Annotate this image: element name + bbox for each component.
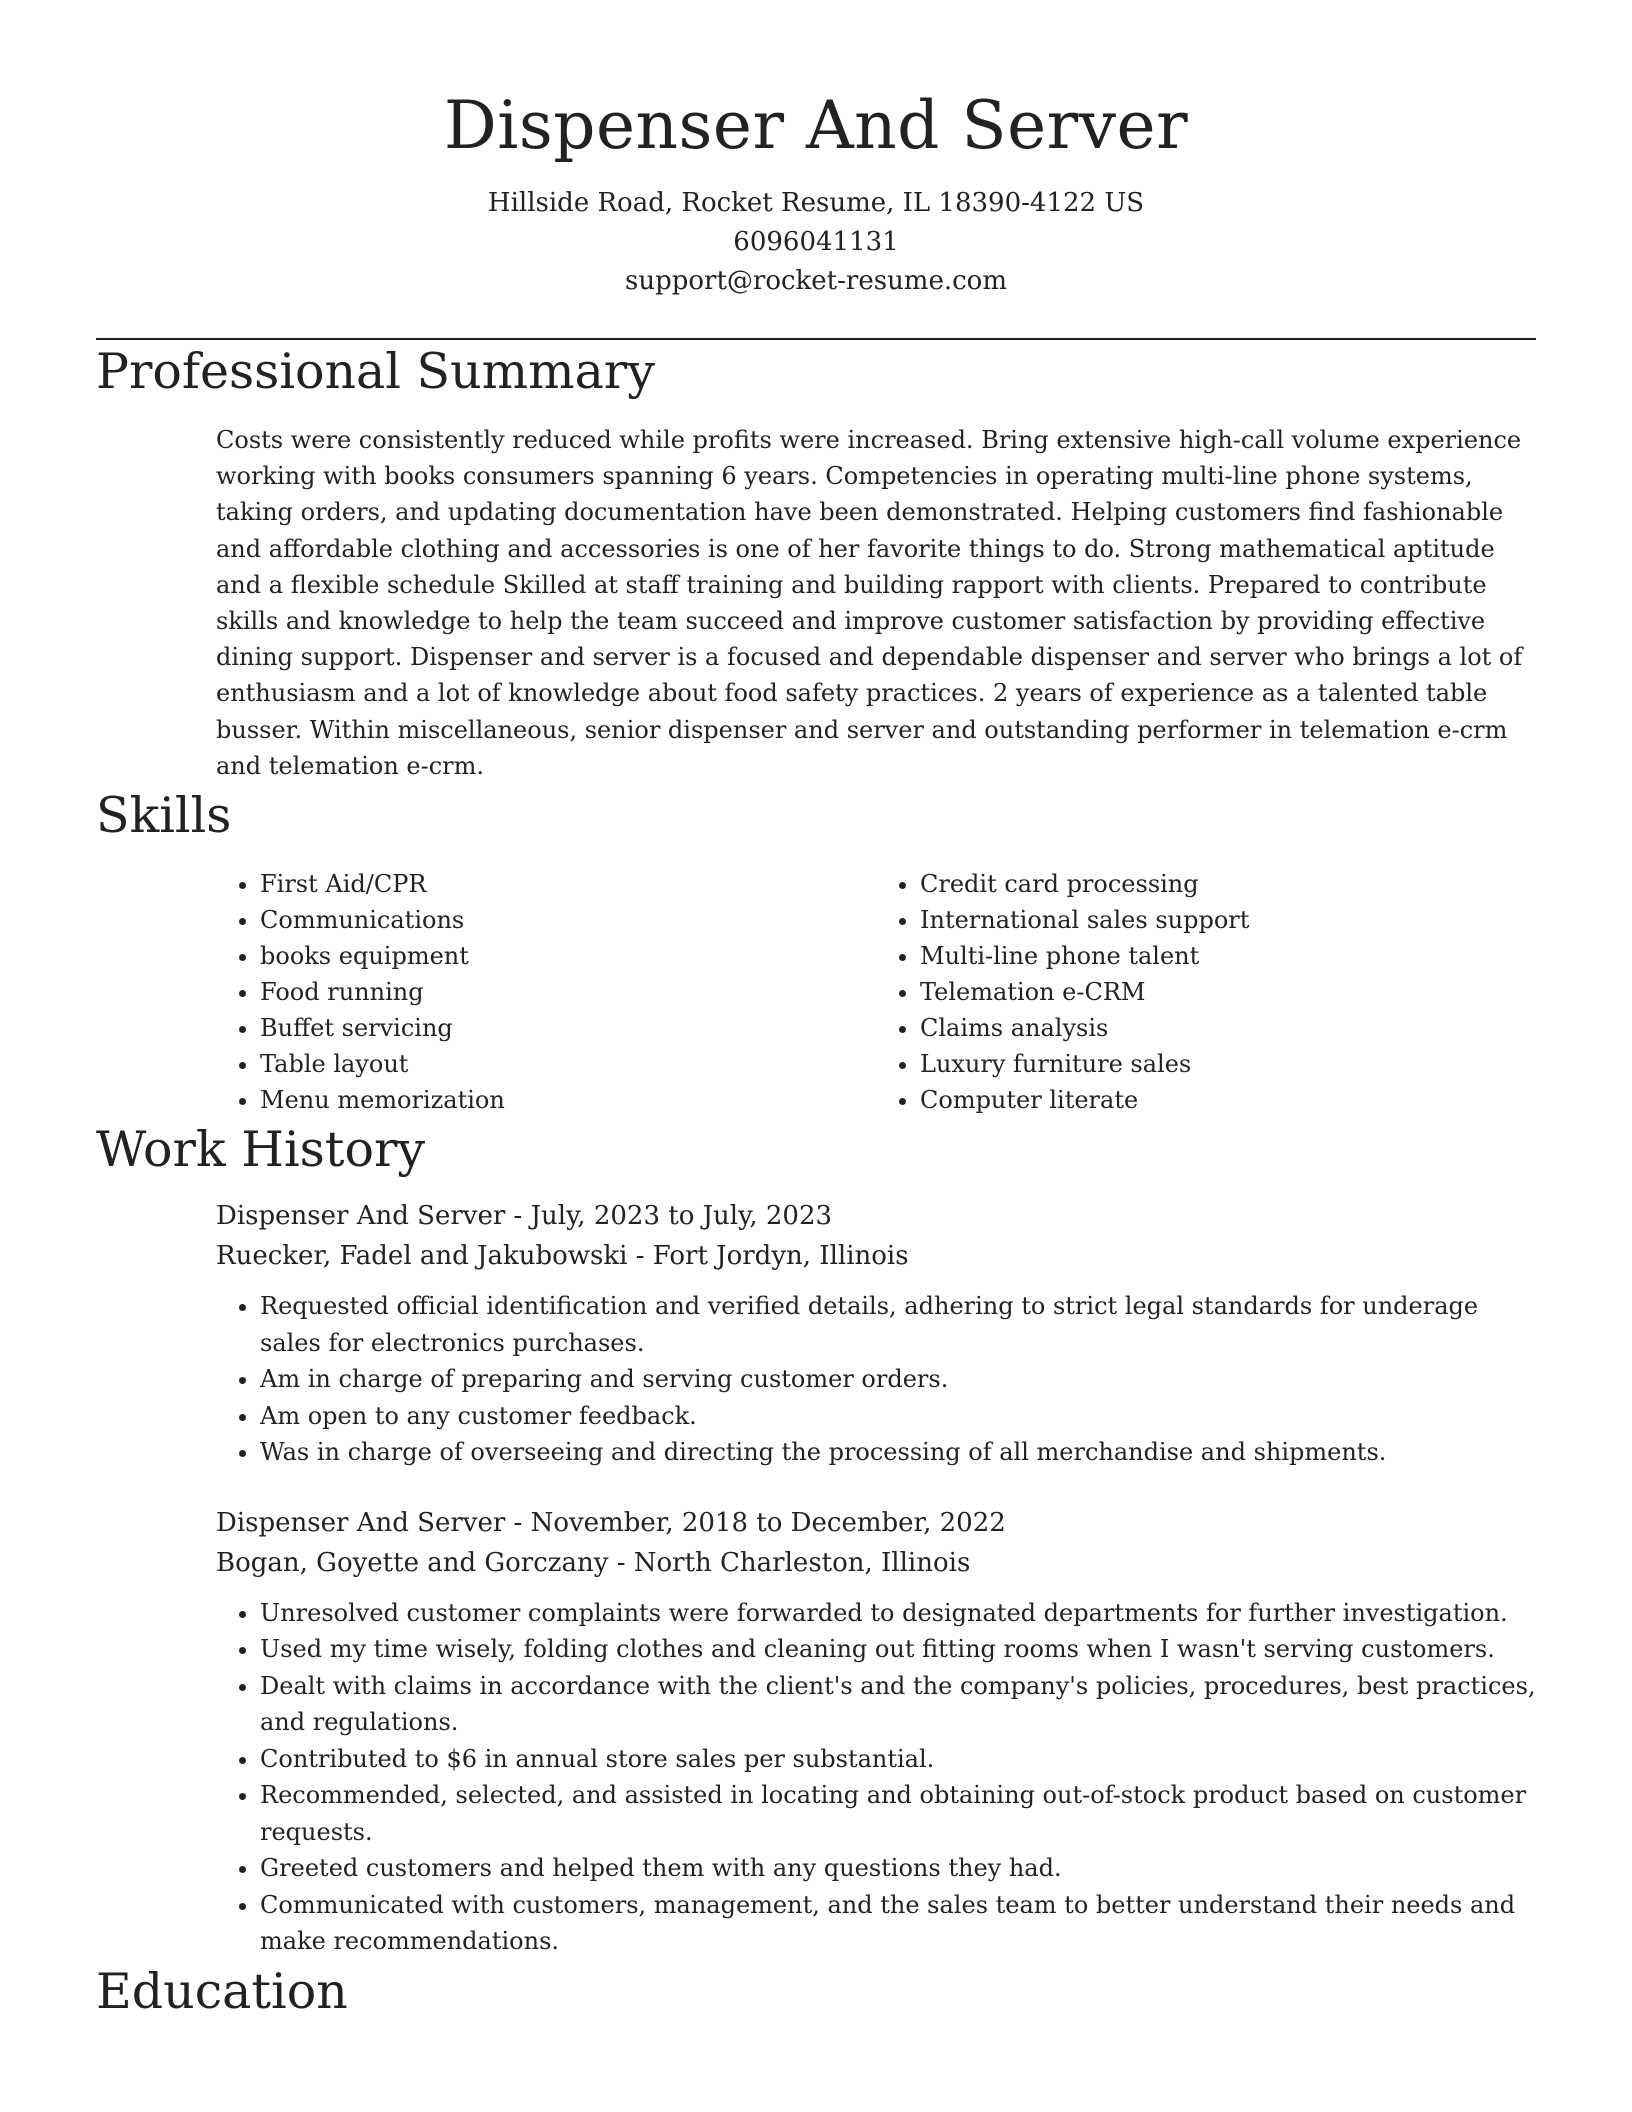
job-bullet: • Communicated with customers, management, and the sales team to better understand their needs and make recommendations. xyxy=(260,1887,1536,1960)
work-history-heading: Work History xyxy=(96,1121,426,1179)
job-dates: - July, 2023 to July, 2023 xyxy=(505,1201,833,1232)
job-bullet: • Requested official identification and verified details, adhering to strict legal standards for underage sales for electronics purchases. xyxy=(260,1288,1536,1361)
skill-item: • Telemation e-CRM xyxy=(920,974,1536,1010)
job-company: Ruecker, Fadel and Jakubowski xyxy=(216,1241,628,1272)
summary-text: Costs were consistently reduced while profits were increased. Bring extensive high-call volume experience working with books consumers spanning 6 years. Competencies in operating multi-line phone systems, taking orders, and updating documentation have been demonstrated. Helping customers find fashionable and affordable clothing and accessories is one of her favorite things to do. Strong mathematical aptitude and a flexible schedule Skilled at staff training and building rapport with clients. Prepared to contribute skills and knowledge to help the team succeed and improve customer satisfaction by providing effective dining support. Dispenser and server is a focused and dependable dispenser and server who brings a lot of enthusiasm and a lot of knowledge about food safety practices. 2 years of experience as a talented table busser. Within miscellaneous, senior dispenser and server and outstanding performer in telemation e-crm and telemation e-crm. xyxy=(216,426,1523,780)
skills-list xyxy=(216,866,1536,1118)
job-dates: - November, 2018 to December, 2022 xyxy=(505,1507,1006,1538)
skill-item: • Food running xyxy=(260,974,876,1010)
job-title-line xyxy=(216,1196,1536,1236)
job-bullet: • Dealt with claims in accordance with the client's and the company's policies, procedures, best practices, and regulations. xyxy=(260,1668,1536,1741)
job-bullet: • Used my time wisely, folding clothes and cleaning out fitting rooms when I wasn't serving customers. xyxy=(260,1631,1536,1668)
job-location: - North Charleston, Illinois xyxy=(608,1547,971,1578)
job-bullet: • Am open to any customer feedback. xyxy=(260,1398,1536,1435)
candidate-name: Dispenser And Server xyxy=(443,87,1189,164)
skill-item: • Table layout xyxy=(260,1046,876,1082)
job-employer-line xyxy=(216,1236,1536,1276)
skill-item: • Luxury furniture sales xyxy=(920,1046,1536,1082)
resume-header xyxy=(96,0,1536,301)
address: Hillside Road, Rocket Resume, IL 18390-4122 US xyxy=(487,188,1145,218)
skill-item: • Buffet servicing xyxy=(260,1010,876,1046)
contact-block xyxy=(96,184,1536,301)
skill-item: • Multi-line phone talent xyxy=(920,938,1536,974)
skills-column-left xyxy=(216,866,876,1118)
skill-item: • books equipment xyxy=(260,938,876,974)
job-company: Bogan, Goyette and Gorczany xyxy=(216,1547,609,1578)
job-title-line xyxy=(216,1503,1536,1543)
job-bullet: • Am in charge of preparing and serving customer orders. xyxy=(260,1361,1536,1398)
job-bullet: • Was in charge of overseeing and directing the processing of all merchandise and shipments. xyxy=(260,1434,1536,1471)
education-heading: Education xyxy=(96,1962,348,2020)
job-bullets xyxy=(216,1288,1536,1471)
summary-heading: Professional Summary xyxy=(96,343,655,400)
job-location: - Fort Jordyn, Illinois xyxy=(627,1241,909,1272)
skill-item: • International sales support xyxy=(920,902,1536,938)
skill-item: • Credit card processing xyxy=(920,866,1536,902)
skill-item: • First Aid/CPR xyxy=(260,866,876,902)
job-role: Dispenser And Server xyxy=(216,1507,506,1538)
job-entry xyxy=(216,1503,1536,1960)
email: support@rocket-resume.com xyxy=(624,266,1007,296)
job-bullet: • Recommended, selected, and assisted in locating and obtaining out-of-stock product based on customer requests. xyxy=(260,1777,1536,1850)
phone: 6096041131 xyxy=(733,227,899,257)
skill-item: • Computer literate xyxy=(920,1082,1536,1118)
job-employer-line xyxy=(216,1543,1536,1583)
skill-item: • Claims analysis xyxy=(920,1010,1536,1046)
skills-column-right xyxy=(876,866,1536,1118)
skill-item: • Communications xyxy=(260,902,876,938)
skill-item: • Menu memorization xyxy=(260,1082,876,1118)
skills-heading: Skills xyxy=(96,787,232,845)
job-role: Dispenser And Server xyxy=(216,1201,506,1232)
job-bullet: • Unresolved customer complaints were forwarded to designated departments for further investigation. xyxy=(260,1595,1536,1632)
job-bullet: • Contributed to $6 in annual store sales per substantial. xyxy=(260,1741,1536,1778)
job-entry xyxy=(216,1196,1536,1471)
job-bullets xyxy=(216,1595,1536,1960)
job-bullet: • Greeted customers and helped them with any questions they had. xyxy=(260,1850,1536,1887)
